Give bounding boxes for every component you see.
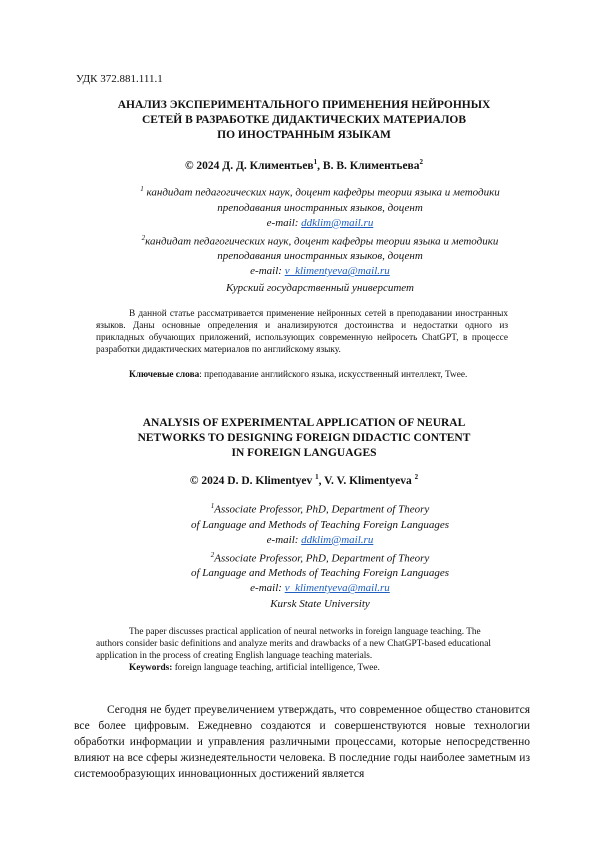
en-title-line: IN FOREIGN LANGUAGES — [231, 447, 377, 459]
en-title-line: ANALYSIS OF EXPERIMENTAL APPLICATION OF NEURAL — [142, 417, 466, 429]
udk-code: УДК 372.881.111.1 — [76, 73, 163, 85]
en-affil2-line1: $^2$Associate Professor, PhD, Department of Theory — [210, 550, 430, 565]
en-email-link-1[interactable]: ddklim@mail.ru — [301, 533, 374, 546]
en-email-link-2[interactable]: v_klimentyeva@mail.ru — [284, 582, 390, 595]
en-university: Kursk State University — [270, 598, 370, 610]
ru-title-line: АНАЛИЗ ЭКСПЕРИМЕНТАЛЬНОГО ПРИМЕНЕНИЯ НЕЙРОННЫХ — [117, 99, 491, 111]
en-affil1-email-row: e-mail: ddklim@mail.ru — [266, 533, 374, 546]
en-keywords: Keywords: foreign language teaching, artificial intelligence, Twee. — [129, 663, 380, 673]
ru-keywords: Ключевые слова: преподавание английского языка, искусственный интеллект, Twee. — [129, 370, 468, 380]
ru-university: Курский государственный университет — [226, 282, 414, 294]
ru-email-link-2[interactable]: v_klimentyeva@mail.ru — [284, 265, 390, 278]
en-title — [60, 416, 548, 461]
ru-affil1-line1: $^1$ кандидат педагогических наук, доцент кафедры теории языка и методики — [140, 185, 500, 199]
ru-affiliations — [100, 182, 540, 279]
ru-abstract: В данной статье рассматривается применение нейронных сетей в преподавании иностранных языков. Даны основные определения и анализируются достоинства и недостатки одного из прикладных обучающих приложений, использующих современную нейросеть ChatGPT, в процессе разработки дидактических материалов по английскому языку. — [96, 309, 508, 355]
en-abstract: The paper discusses practical application of neural networks in foreign language teaching. The authors consider basic definitions and analyze merits and drawbacks of a new ChatGPT-based educational application in the process of creating English language teaching materials. — [96, 627, 491, 661]
en-title-line: NETWORKS TO DESIGNING FOREIGN DIDACTIC CONTENT — [137, 432, 471, 444]
ru-title-line: СЕТЕЙ В РАЗРАБОТКЕ ДИДАКТИЧЕСКИХ МАТЕРИАЛОВ — [141, 114, 467, 126]
en-affiliations — [100, 499, 540, 596]
ru-title-line: ПО ИНОСТРАННЫМ ЯЗЫКАМ — [217, 129, 391, 141]
ru-affil1-email-row: e-mail: ddklim@mail.ru — [266, 216, 374, 229]
ru-affil2-email-row: e-mail: v_klimentyeva@mail.ru — [250, 265, 390, 278]
en-affil2-line2: of Language and Methods of Teaching Foreign Languages — [191, 567, 449, 580]
ru-affil2-line1: $^2$кандидат педагогических наук, доцент кафедры теории языка и методики — [141, 233, 499, 248]
ru-authors: © 2024 Д. Д. Климентьев$^1$, В. В. Климентьева$^2$ — [184, 158, 424, 172]
ru-affil1-line2: преподавания иностранных языков, доцент — [217, 201, 423, 214]
en-affil2-email-row: e-mail: v_klimentyeva@mail.ru — [250, 582, 390, 595]
en-authors: © 2024 D. D. Klimentyev $^1$, V. V. Klimentyeva $^2$ — [189, 473, 419, 487]
ru-affil2-line2: преподавания иностранных языков, доцент — [217, 250, 423, 263]
en-affil1-line2: of Language and Methods of Teaching Foreign Languages — [191, 518, 449, 531]
en-affil1-line1: $^1$Associate Professor, PhD, Department of Theory — [210, 502, 430, 516]
body-paragraph: Сегодня не будет преувеличением утверждать, что современное общество становится все более цифровым. Ежедневно создаются и совершенствуются новые технологии обработки информации и управления различными процессами, которые непосредственно влияют на все сферы жизнедеятельности человека. В последние годы наиболее заметным из системообразующих инновационных достижений является — [74, 704, 530, 780]
ru-email-link-1[interactable]: ddklim@mail.ru — [301, 216, 374, 229]
ru-title — [60, 98, 548, 143]
